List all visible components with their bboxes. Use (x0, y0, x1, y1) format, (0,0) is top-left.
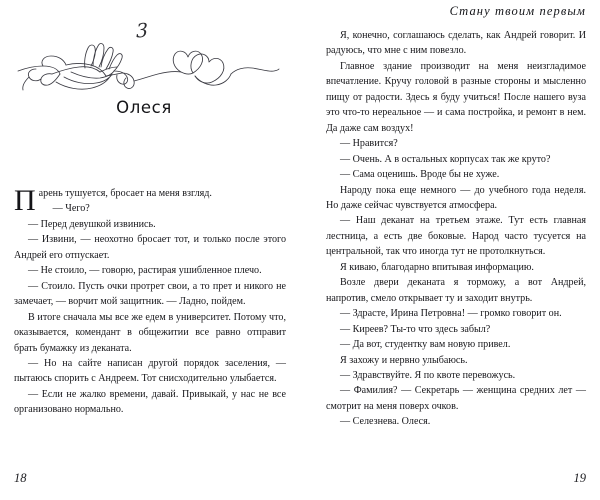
paragraph: — Здрасте, Ирина Петровна! — громко говорит он. (340, 308, 562, 320)
page-number-right: 19 (573, 471, 586, 485)
paragraph: — Киреев? Ты-то что здесь забыл? (340, 323, 491, 335)
left-page-body (14, 186, 286, 418)
paragraph-text: арень тушуется, бросает на меня взгляд. (38, 188, 212, 199)
running-head: Стану твоим первым (449, 4, 586, 18)
paragraph: — Перед девушкой извинись. (28, 218, 156, 230)
paragraph: Возле двери деканата я торможу, а вот Андрей, напротив, смело открывает ту и заходит внутрь. (326, 277, 586, 304)
paragraph: Народу пока еще немного — до учебного года неделя. Но даже сейчас чувствуется атмосфера. (326, 184, 586, 211)
paragraph: — Да вот, студентку вам новую привел. (340, 339, 511, 351)
paragraph: Главное здание производит на меня неизгладимое впечатление. Кручу головой в разные стороны и мысленно пищу от радости. Здесь я буду учиться! После нашего вуза это что-то нереальное — и сама постройка, и ремонт в нем. Да даже сам воздух! (326, 60, 586, 134)
paragraph: — Извини, — неохотно бросает тот, и только после этого Андрей его отпускает. (14, 234, 286, 261)
drop-cap: П (14, 184, 36, 217)
paragraph: — Очень. А в остальных корпусах так же круто? (340, 153, 551, 165)
chapter-title: Олеся (116, 98, 172, 117)
chapter-number: 3 (135, 19, 149, 43)
paragraph: — Но на сайте написан другой порядок заселения, — пытаюсь спорить с Андреем. Тот снисходительно улыбается. (14, 357, 286, 385)
hands-and-hearts-line-art-icon (16, 38, 280, 102)
paragraph: — Здравствуйте. Я по квоте перевожусь. (340, 369, 516, 381)
paragraph: Я киваю, благодарно впитывая информацию. (340, 261, 534, 273)
paragraph: — Фамилия? — Секретарь — женщина средних лет — смотрит на меня поверх очков. (326, 385, 586, 412)
paragraph: — Чего? (52, 203, 90, 215)
paragraph: — Сама оценишь. Вроде бы не хуже. (340, 169, 500, 181)
page-number-left: 18 (14, 471, 27, 485)
paragraph: — Не стоило, — говорю, растирая ушибленное плечо. (28, 265, 262, 277)
paragraph: — Нравится? (340, 138, 398, 150)
paragraph: — Если не жалко времени, давай. Привыкай, у нас не все организовано нормально. (14, 388, 286, 416)
paragraph: — Наш деканат на третьем этаже. Тут есть главная лестница, а есть две боковые. Народ часто тусуется на центральной, так что иногда тут не протолкнуться. (326, 215, 586, 258)
paragraph: — Стоило. Пусть очки протрет свои, а то прет и никого не замечает, — ворчит мой защитник. — Ладно, пойдем. (14, 280, 286, 308)
paragraph: В итоге сначала мы все же едем в университет. Потому что, оказывается, комендант в общежитии все равно отправит брать бумажку из деканата. (14, 311, 286, 354)
chapter-header (14, 0, 274, 132)
right-page-body (326, 28, 586, 430)
paragraph: — Селезнева. Олеся. (340, 416, 431, 428)
right-page (300, 0, 600, 500)
paragraph: Я, конечно, соглашаюсь сделать, как Андрей говорит. И радуюсь, что мне с ним повезло. (326, 30, 586, 57)
paragraph: Я захожу и нервно улыбаюсь. (340, 354, 468, 366)
